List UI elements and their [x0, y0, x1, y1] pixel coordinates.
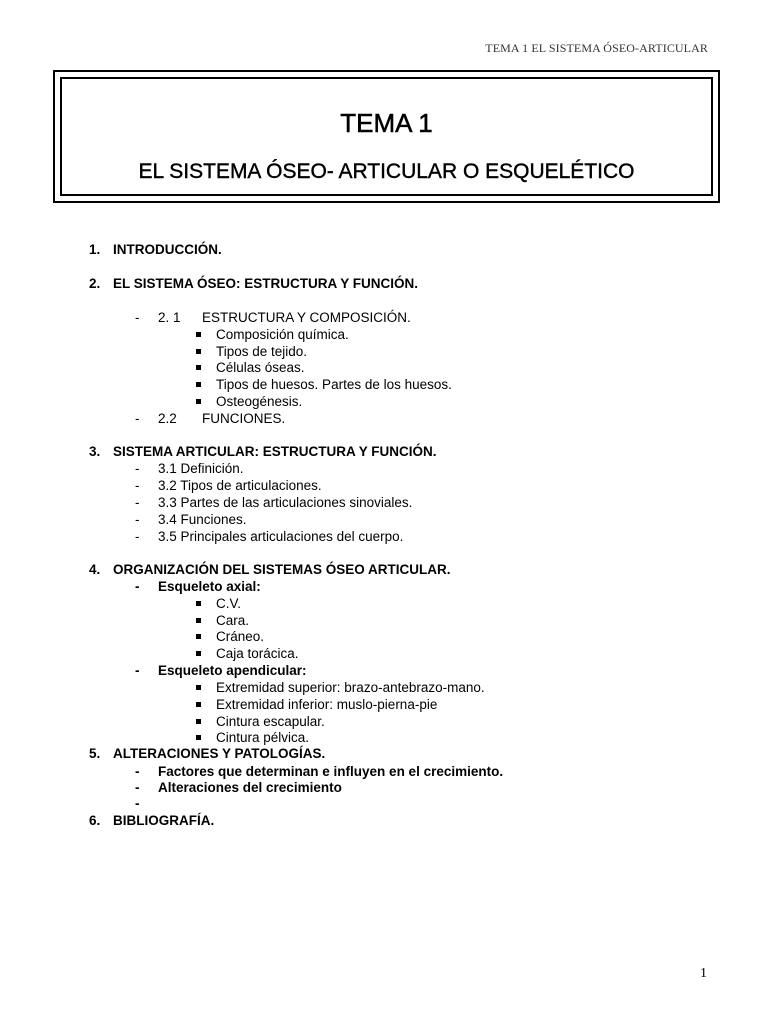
bullet-icon — [196, 685, 201, 690]
subsection-number: 2. 1 — [158, 310, 181, 325]
dash-marker: - — [135, 478, 140, 493]
list-item-text: Composición química. — [216, 327, 349, 342]
list-item-text: 3.5 Principales articulaciones del cuerpo. — [158, 529, 404, 544]
list-item-text: Alteraciones del crecimiento — [158, 780, 342, 795]
dash-marker: - — [135, 512, 140, 527]
subsection-number: 2.2 — [158, 411, 177, 426]
bullet-icon — [196, 601, 201, 606]
bullet-icon — [196, 618, 201, 623]
running-header: TEMA 1 EL SISTEMA ÓSEO-ARTICULAR — [485, 41, 708, 55]
dash-marker: - — [135, 310, 140, 325]
dash-marker: - — [135, 495, 140, 510]
dash-marker: - — [135, 796, 140, 811]
section-title: ORGANIZACIÓN DEL SISTEMAS ÓSEO ARTICULAR. — [113, 562, 451, 577]
list-item-text: Cráneo. — [216, 629, 265, 644]
section-title: BIBLIOGRAFÍA. — [113, 813, 215, 828]
dash-marker: - — [135, 764, 140, 779]
list-item-text: Tipos de huesos. Partes de los huesos. — [216, 377, 452, 392]
list-item-text: 3.4 Funciones. — [158, 512, 247, 527]
section-title: SISTEMA ARTICULAR: ESTRUCTURA Y FUNCIÓN. — [113, 444, 437, 459]
bullet-icon — [196, 382, 201, 387]
section-number: 1. — [89, 242, 101, 257]
title-box — [53, 70, 720, 203]
section-number: 2. — [89, 276, 101, 291]
section-number: 6. — [89, 813, 101, 828]
dash-marker: - — [135, 780, 140, 795]
bullet-icon — [196, 702, 201, 707]
dash-marker: - — [135, 461, 140, 476]
bullet-icon — [196, 634, 201, 639]
section-number: 5. — [89, 746, 101, 761]
section-number: 3. — [89, 444, 101, 459]
list-item-text: Extremidad superior: brazo-antebrazo-mano. — [216, 680, 485, 695]
dash-marker: - — [135, 411, 140, 426]
list-item-text: Cintura pélvica. — [216, 730, 310, 745]
list-item-text: 3.3 Partes de las articulaciones sinoviales. — [158, 495, 413, 510]
document-title: TEMA 1 — [340, 108, 433, 138]
subsection-title: FUNCIONES. — [202, 411, 286, 426]
document-subtitle: EL SISTEMA ÓSEO- ARTICULAR O ESQUELÉTICO — [138, 160, 635, 183]
bullet-icon — [196, 651, 201, 656]
bullet-icon — [196, 365, 201, 370]
list-item-text: Osteogénesis. — [216, 394, 303, 409]
bullet-icon — [196, 719, 201, 724]
dash-marker: - — [135, 663, 140, 678]
section-number: 4. — [89, 562, 101, 577]
list-item-text: Células óseas. — [216, 360, 305, 375]
list-item-text: Extremidad inferior: muslo-pierna-pie — [216, 697, 438, 712]
list-item-text: Factores que determinan e influyen en el crecimiento. — [158, 764, 504, 779]
list-item-text: 3.2 Tipos de articulaciones. — [158, 478, 322, 493]
section-title: INTRODUCCIÓN. — [113, 242, 222, 257]
list-item-text: Caja torácica. — [216, 646, 299, 661]
list-item-text: C.V. — [216, 596, 242, 611]
dash-marker: - — [135, 579, 140, 594]
bullet-icon — [196, 332, 201, 337]
subheading-text: Esqueleto apendicular: — [158, 663, 307, 678]
page-number: 1 — [700, 966, 707, 981]
section-title: EL SISTEMA ÓSEO: ESTRUCTURA Y FUNCIÓN. — [113, 276, 419, 291]
dash-marker: - — [135, 529, 140, 544]
subsection-title: ESTRUCTURA Y COMPOSICIÓN. — [202, 310, 411, 325]
subheading-text: Esqueleto axial: — [158, 579, 261, 594]
list-item-text: 3.1 Definición. — [158, 461, 244, 476]
bullet-icon — [196, 399, 201, 404]
list-item-text: Cintura escapular. — [216, 714, 325, 729]
section-title: ALTERACIONES Y PATOLOGÍAS. — [113, 746, 326, 761]
list-item-text: Tipos de tejido. — [216, 344, 308, 359]
list-item-text: Cara. — [216, 613, 250, 628]
bullet-icon — [196, 349, 201, 354]
bullet-icon — [196, 735, 201, 740]
